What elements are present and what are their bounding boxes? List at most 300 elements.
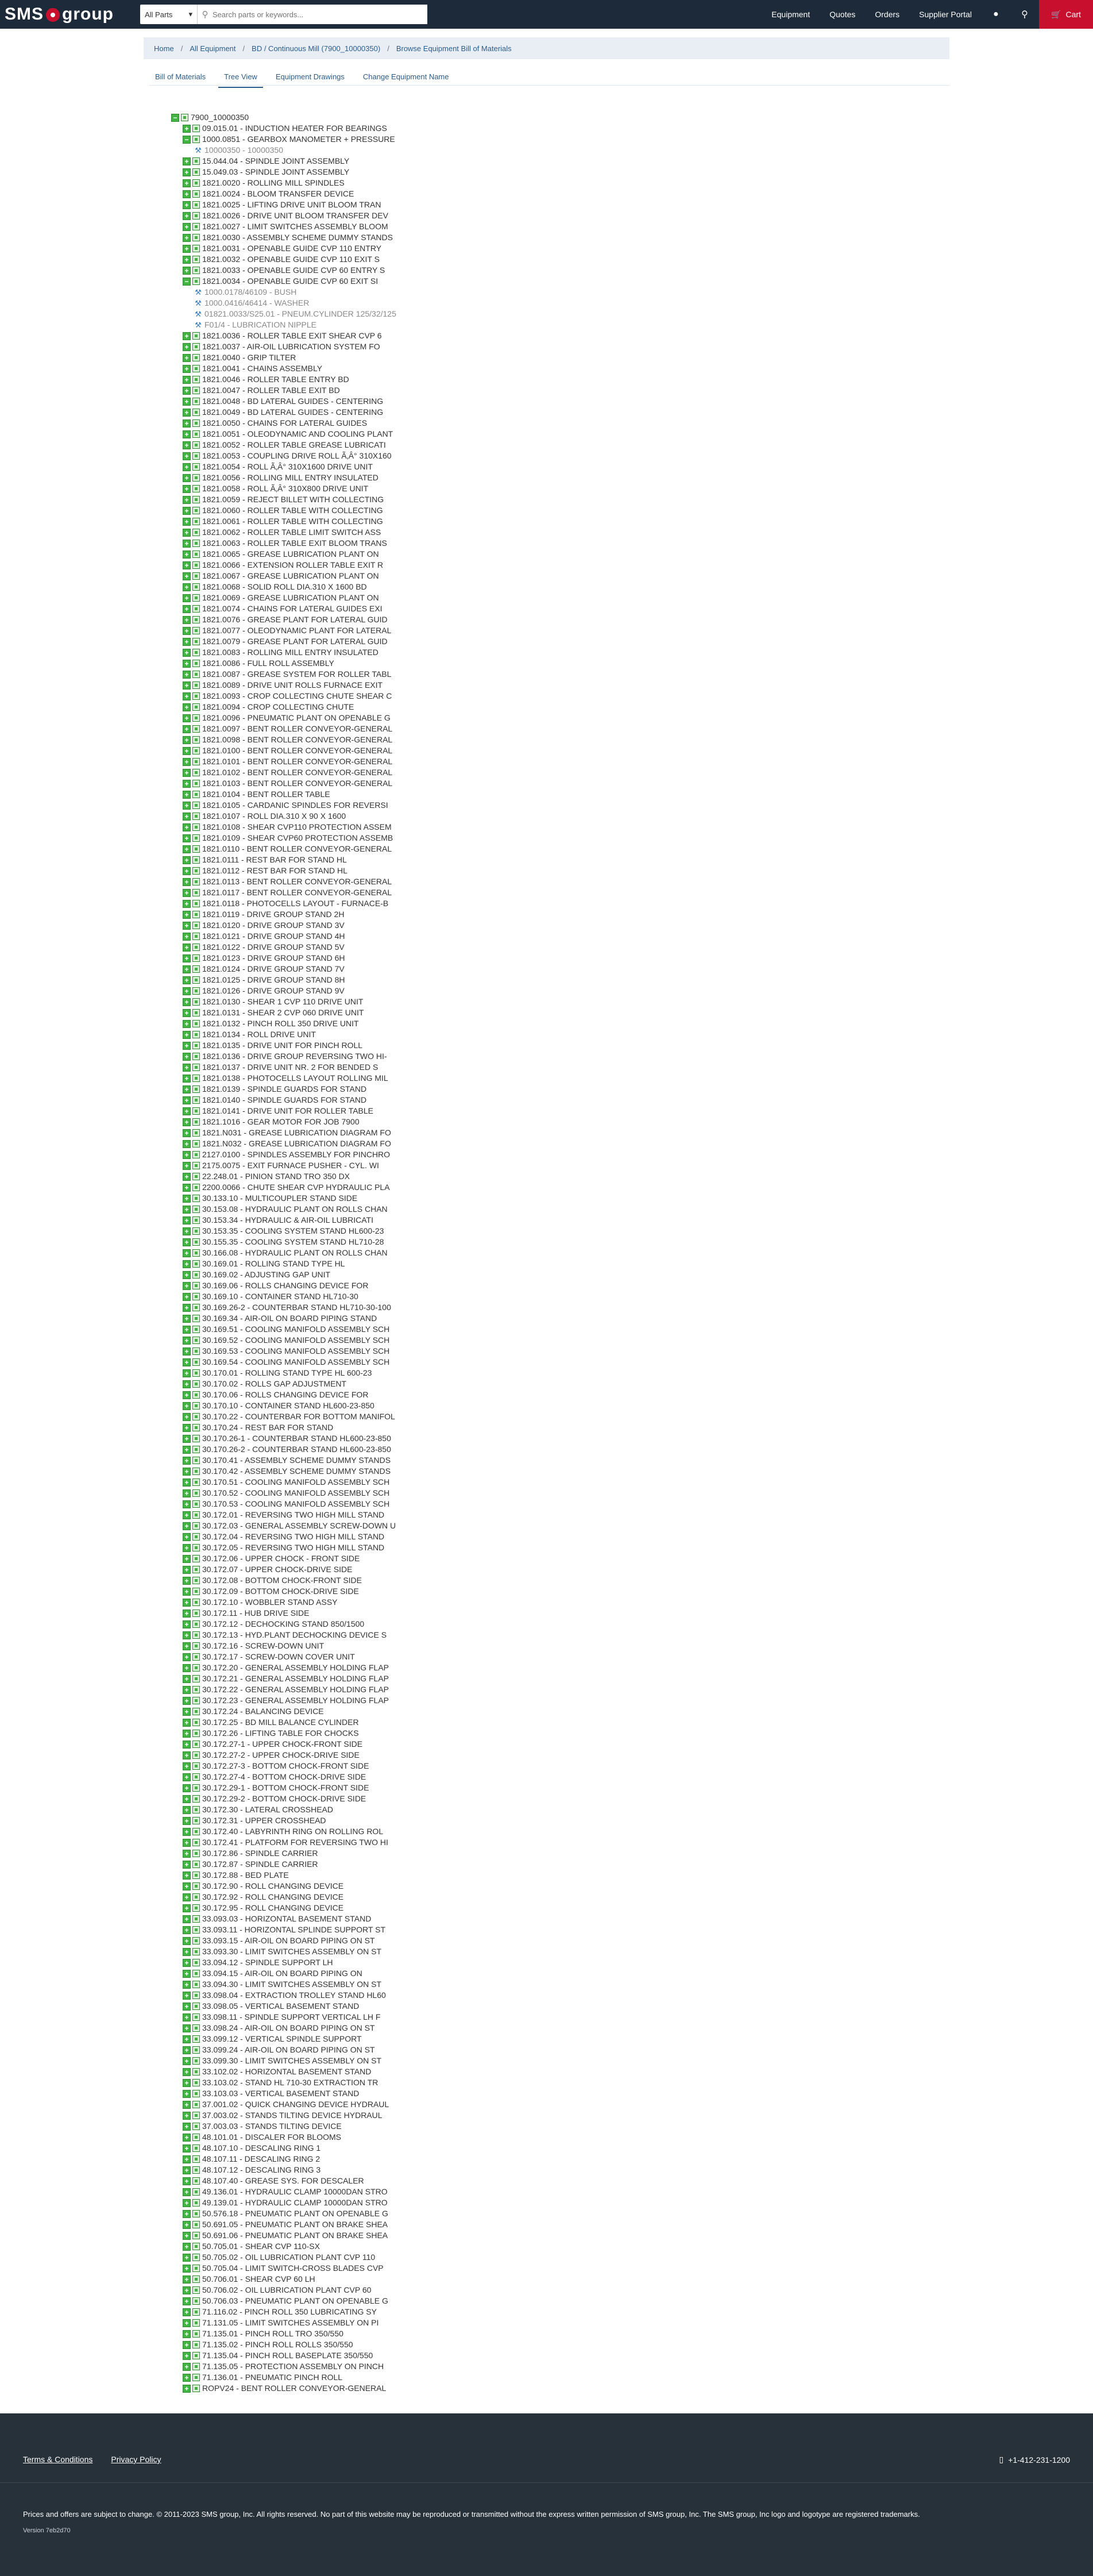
tree-node-label[interactable]: 30.172.20 - GENERAL ASSEMBLY HOLDING FLAP xyxy=(202,1663,389,1672)
expand-icon[interactable]: + xyxy=(183,1904,191,1912)
tree-node[interactable] xyxy=(171,1575,396,1586)
tree-node[interactable] xyxy=(171,745,396,756)
tree-node[interactable] xyxy=(171,2328,396,2339)
tree-node[interactable] xyxy=(171,1597,396,1608)
tree-node[interactable] xyxy=(171,1116,396,1127)
expand-icon[interactable]: + xyxy=(183,474,191,482)
tree-node[interactable] xyxy=(171,669,396,680)
tree-node-label[interactable]: 01821.0033/S25.01 - PNEUM.CYLINDER 125/32/125 xyxy=(204,309,396,318)
tree-node-label[interactable]: 30.169.53 - COOLING MANIFOLD ASSEMBLY SCH xyxy=(202,1346,390,1356)
tree-node[interactable] xyxy=(171,2186,396,2197)
expand-icon[interactable]: + xyxy=(183,1369,191,1377)
expand-icon[interactable]: + xyxy=(183,769,191,777)
tree-node[interactable] xyxy=(171,1488,396,1499)
expand-icon[interactable]: + xyxy=(183,649,191,657)
tree-node-label[interactable]: 50.691.05 - PNEUMATIC PLANT ON BRAKE SHEA xyxy=(202,2220,388,2229)
tree-node[interactable] xyxy=(171,1247,396,1258)
tree-node-label[interactable]: 1821.0107 - ROLL DIA.310 X 90 X 1600 xyxy=(202,811,346,821)
expand-icon[interactable]: + xyxy=(183,911,191,919)
expand-icon[interactable]: + xyxy=(183,1642,191,1650)
expand-icon[interactable]: + xyxy=(183,1522,191,1530)
tree-node-label[interactable]: 1821.0056 - ROLLING MILL ENTRY INSULATED xyxy=(202,473,379,482)
tree-node[interactable] xyxy=(171,702,396,713)
collapse-icon[interactable]: − xyxy=(183,278,191,286)
tree-node-label[interactable]: 1821.0108 - SHEAR CVP110 PROTECTION ASSEM xyxy=(202,822,392,831)
tree-node[interactable] xyxy=(171,1313,396,1324)
tree-node[interactable] xyxy=(171,1346,396,1357)
tree-node-label[interactable]: 33.093.15 - AIR-OIL ON BOARD PIPING ON ST xyxy=(202,1936,375,1945)
expand-icon[interactable]: + xyxy=(183,2024,191,2032)
tree-node[interactable] xyxy=(171,1553,396,1564)
expand-icon[interactable]: + xyxy=(183,485,191,493)
tree-node[interactable] xyxy=(171,778,396,789)
expand-icon[interactable]: + xyxy=(183,1697,191,1705)
tree-node-label[interactable]: 1821.0097 - BENT ROLLER CONVEYOR-GENERAL xyxy=(202,724,393,733)
expand-icon[interactable]: + xyxy=(183,671,191,679)
tree-node-label[interactable]: 30.172.24 - BALANCING DEVICE xyxy=(202,1707,324,1716)
tree-node[interactable] xyxy=(171,1237,396,1247)
tree-node[interactable] xyxy=(171,1149,396,1160)
tree-node[interactable] xyxy=(171,1859,396,1870)
tree-node-label[interactable]: 1821.0050 - CHAINS FOR LATERAL GUIDES xyxy=(202,418,368,428)
tree-node-label[interactable]: 1821.0131 - SHEAR 2 CVP 060 DRIVE UNIT xyxy=(202,1008,364,1017)
expand-icon[interactable]: + xyxy=(183,256,191,264)
tree-node[interactable] xyxy=(171,1684,396,1695)
expand-icon[interactable]: + xyxy=(183,2297,191,2305)
tree-node[interactable] xyxy=(171,1466,396,1477)
tree-node[interactable] xyxy=(171,1193,396,1204)
tree-node[interactable] xyxy=(171,1586,396,1597)
tree-node-label[interactable]: 1821.0094 - CROP COLLECTING CHUTE xyxy=(202,702,354,711)
tree-node[interactable] xyxy=(171,2230,396,2241)
tree-node[interactable] xyxy=(171,1924,396,1935)
expand-icon[interactable]: + xyxy=(183,2330,191,2338)
expand-icon[interactable]: + xyxy=(183,1828,191,1836)
tree-node-label[interactable]: 30.170.52 - COOLING MANIFOLD ASSEMBLY SCH xyxy=(202,1488,390,1497)
tree-node[interactable] xyxy=(171,898,396,909)
expand-icon[interactable]: + xyxy=(183,1981,191,1989)
expand-icon[interactable]: + xyxy=(183,168,191,176)
tree-node[interactable] xyxy=(171,1564,396,1575)
tree-node-label[interactable]: 33.094.12 - SPINDLE SUPPORT LH xyxy=(202,1958,333,1967)
expand-icon[interactable]: + xyxy=(183,157,191,165)
expand-icon[interactable]: + xyxy=(183,758,191,766)
expand-icon[interactable]: + xyxy=(183,223,191,231)
tree-node-label[interactable]: 1821.0037 - AIR-OIL LUBRICATION SYSTEM FO xyxy=(202,342,380,351)
tree-node[interactable] xyxy=(171,1280,396,1291)
tree-node[interactable] xyxy=(171,2263,396,2274)
tree-node-label[interactable]: 30.170.01 - ROLLING STAND TYPE HL 600-23 xyxy=(202,1368,372,1377)
tree-node[interactable] xyxy=(171,920,396,931)
tree-node-label[interactable]: 71.135.01 - PINCH ROLL TRO 350/550 xyxy=(202,2329,343,2338)
expand-icon[interactable]: + xyxy=(183,2079,191,2087)
tree-node[interactable] xyxy=(171,440,396,450)
tree-node-label[interactable]: 1821.0111 - REST BAR FOR STAND HL xyxy=(202,855,347,864)
expand-icon[interactable]: + xyxy=(183,2166,191,2174)
tree-node[interactable] xyxy=(171,1335,396,1346)
expand-icon[interactable]: + xyxy=(183,518,191,526)
tree-node-label[interactable]: 48.101.01 - DISCALER FOR BLOOMS xyxy=(202,2132,341,2142)
expand-icon[interactable]: + xyxy=(183,1096,191,1104)
tree-node-label[interactable]: 1821.0109 - SHEAR CVP60 PROTECTION ASSEMB xyxy=(202,833,393,842)
tree-node-label[interactable]: 71.116.02 - PINCH ROLL 350 LUBRICATING SY xyxy=(202,2307,377,2316)
tree-node[interactable] xyxy=(171,1084,396,1095)
expand-icon[interactable]: + xyxy=(183,387,191,395)
expand-icon[interactable]: + xyxy=(183,2275,191,2284)
tree-node[interactable] xyxy=(171,505,396,516)
expand-icon[interactable]: + xyxy=(183,2210,191,2218)
tree-node-label[interactable]: 1821.0100 - BENT ROLLER CONVEYOR-GENERAL xyxy=(202,746,393,755)
expand-icon[interactable]: + xyxy=(183,201,191,209)
tree-node[interactable] xyxy=(171,931,396,942)
expand-icon[interactable]: + xyxy=(183,2177,191,2185)
expand-icon[interactable]: + xyxy=(183,1118,191,1126)
expand-icon[interactable]: + xyxy=(183,496,191,504)
expand-icon[interactable]: + xyxy=(183,1009,191,1017)
tree-node[interactable] xyxy=(171,123,396,134)
tree-node-label[interactable]: 30.170.02 - ROLLS GAP ADJUSTMENT xyxy=(202,1379,347,1388)
expand-icon[interactable]: + xyxy=(183,1937,191,1945)
tree-node-label[interactable]: 1821.0051 - OLEODYNAMIC AND COOLING PLANT xyxy=(202,429,393,438)
expand-icon[interactable]: + xyxy=(183,1893,191,1901)
tree-node[interactable] xyxy=(171,2252,396,2263)
nav-equipment[interactable]: Equipment xyxy=(771,10,810,19)
tree-node-label[interactable]: 30.172.13 - HYD.PLANT DECHOCKING DEVICE S xyxy=(202,1630,387,1639)
expand-icon[interactable]: + xyxy=(183,1817,191,1825)
expand-icon[interactable]: + xyxy=(183,1861,191,1869)
tree-node-label[interactable]: 30.172.21 - GENERAL ASSEMBLY HOLDING FLAP xyxy=(202,1674,389,1683)
tree-node-label[interactable]: 1821.0089 - DRIVE UNIT ROLLS FURNACE EXIT xyxy=(202,680,383,690)
tree-node-label[interactable]: 30.155.35 - COOLING SYSTEM STAND HL710-28 xyxy=(202,1237,384,1246)
tree-node[interactable] xyxy=(171,1630,396,1641)
tree-node-label[interactable]: 30.172.29-2 - BOTTOM CHOCK-DRIVE SIDE xyxy=(202,1794,366,1803)
tree-node[interactable] xyxy=(171,210,396,221)
expand-icon[interactable]: + xyxy=(183,954,191,962)
expand-icon[interactable]: + xyxy=(183,550,191,559)
expand-icon[interactable]: + xyxy=(183,1391,191,1399)
tree-node[interactable] xyxy=(171,243,396,254)
tree-node[interactable] xyxy=(171,1095,396,1106)
expand-icon[interactable]: + xyxy=(183,1337,191,1345)
expand-icon[interactable]: + xyxy=(183,780,191,788)
tree-node[interactable] xyxy=(171,1892,396,1903)
tree-node-label[interactable]: 30.170.10 - CONTAINER STAND HL600-23-850 xyxy=(202,1401,374,1410)
expand-icon[interactable]: + xyxy=(183,1719,191,1727)
tree-node[interactable] xyxy=(171,614,396,625)
expand-icon[interactable]: + xyxy=(183,2057,191,2065)
expand-icon[interactable]: + xyxy=(183,1882,191,1890)
expand-icon[interactable]: + xyxy=(183,1326,191,1334)
expand-icon[interactable]: + xyxy=(183,1653,191,1661)
tree-leaf-item[interactable] xyxy=(171,287,396,298)
expand-icon[interactable]: + xyxy=(183,2035,191,2043)
tree-node-label[interactable]: 1821.0047 - ROLLER TABLE EXIT BD xyxy=(202,386,340,395)
tree-node-label[interactable]: 1821.0052 - ROLLER TABLE GREASE LUBRICATI xyxy=(202,440,386,449)
expand-icon[interactable]: + xyxy=(183,2046,191,2054)
tree-node-label[interactable]: 30.169.06 - ROLLS CHANGING DEVICE FOR xyxy=(202,1281,369,1290)
expand-icon[interactable]: + xyxy=(183,1140,191,1148)
tree-node-label[interactable]: 49.139.01 - HYDRAULIC CLAMP 10000DAN STRO xyxy=(202,2198,388,2207)
expand-icon[interactable]: + xyxy=(183,507,191,515)
tree-node[interactable] xyxy=(171,1433,396,1444)
tree-node-label[interactable]: 50.706.01 - SHEAR CVP 60 LH xyxy=(202,2274,315,2284)
expand-icon[interactable]: + xyxy=(183,1064,191,1072)
expand-icon[interactable]: + xyxy=(183,1970,191,1978)
expand-icon[interactable]: + xyxy=(183,1795,191,1803)
tree-node[interactable] xyxy=(171,396,396,407)
tree-node[interactable] xyxy=(171,494,396,505)
tree-node-label[interactable]: 1821.0120 - DRIVE GROUP STAND 3V xyxy=(202,921,345,930)
expand-icon[interactable]: + xyxy=(183,725,191,733)
tree-node[interactable] xyxy=(171,1368,396,1379)
expand-icon[interactable]: + xyxy=(183,2352,191,2360)
tree-node[interactable] xyxy=(171,330,396,341)
tree-node[interactable] xyxy=(171,691,396,702)
tree-node-label[interactable]: F01/4 - LUBRICATION NIPPLE xyxy=(204,320,317,329)
expand-icon[interactable]: + xyxy=(183,343,191,351)
expand-icon[interactable]: + xyxy=(183,2243,191,2251)
tree-node-label[interactable]: ROPV24 - BENT ROLLER CONVEYOR-GENERAL xyxy=(202,2384,387,2393)
tree-node[interactable] xyxy=(171,887,396,898)
tree-node[interactable] xyxy=(171,450,396,461)
expand-icon[interactable]: + xyxy=(183,1173,191,1181)
tree-node-label[interactable]: 10000350 - 10000350 xyxy=(204,145,284,155)
expand-icon[interactable]: + xyxy=(183,1730,191,1738)
tree-node[interactable] xyxy=(171,2143,396,2154)
tree-node[interactable] xyxy=(171,1477,396,1488)
tree-node-label[interactable]: 15.049.03 - SPINDLE JOINT ASSEMBLY xyxy=(202,167,350,176)
expand-icon[interactable]: + xyxy=(183,1162,191,1170)
tree-node[interactable] xyxy=(171,713,396,723)
expand-icon[interactable]: + xyxy=(183,1948,191,1956)
expand-icon[interactable]: + xyxy=(183,212,191,220)
expand-icon[interactable]: + xyxy=(183,1872,191,1880)
expand-icon[interactable]: + xyxy=(183,2286,191,2294)
tree-node-label[interactable]: 1821.0137 - DRIVE UNIT NR. 2 FOR BENDED S xyxy=(202,1062,379,1072)
tree-node[interactable] xyxy=(171,2044,396,2055)
expand-icon[interactable]: + xyxy=(183,1085,191,1093)
tree-node[interactable] xyxy=(171,1258,396,1269)
expand-icon[interactable]: + xyxy=(183,179,191,187)
expand-icon[interactable]: + xyxy=(183,703,191,711)
tree-node[interactable] xyxy=(171,265,396,276)
tree-node-label[interactable]: 1821.0024 - BLOOM TRANSFER DEVICE xyxy=(202,189,354,198)
tree-node[interactable] xyxy=(171,527,396,538)
expand-icon[interactable]: + xyxy=(183,1446,191,1454)
tree-node[interactable] xyxy=(171,658,396,669)
tree-node-label[interactable]: 1821.0122 - DRIVE GROUP STAND 5V xyxy=(202,942,345,952)
tree-node[interactable] xyxy=(171,876,396,887)
tab-equipment-drawings[interactable]: Equipment Drawings xyxy=(275,72,345,81)
tree-node[interactable] xyxy=(171,429,396,440)
tree-node-label[interactable]: 30.153.34 - HYDRAULIC & AIR-OIL LUBRICATI xyxy=(202,1215,373,1225)
tree-node[interactable] xyxy=(171,1291,396,1302)
tree-node[interactable] xyxy=(171,964,396,975)
expand-icon[interactable]: + xyxy=(183,1478,191,1487)
expand-icon[interactable]: + xyxy=(183,1031,191,1039)
tree-node[interactable] xyxy=(171,734,396,745)
tree-node-label[interactable]: 30.172.26 - LIFTING TABLE FOR CHOCKS xyxy=(202,1728,359,1738)
user-icon[interactable]: ● xyxy=(993,9,999,19)
expand-icon[interactable]: + xyxy=(183,430,191,438)
tree-node[interactable] xyxy=(171,2154,396,2165)
expand-icon[interactable]: + xyxy=(183,2112,191,2120)
expand-icon[interactable]: + xyxy=(183,1839,191,1847)
expand-icon[interactable]: + xyxy=(183,834,191,842)
expand-icon[interactable]: + xyxy=(183,1489,191,1497)
expand-icon[interactable]: + xyxy=(183,2308,191,2316)
tree-node[interactable] xyxy=(171,1062,396,1073)
tree-node-label[interactable]: 1821.0060 - ROLLER TABLE WITH COLLECTING xyxy=(202,506,383,515)
breadcrumb-home[interactable]: Home xyxy=(154,44,174,53)
expand-icon[interactable]: + xyxy=(183,1358,191,1366)
tree-node-label[interactable]: 1821.0066 - EXTENSION ROLLER TABLE EXIT R xyxy=(202,560,384,569)
tree-node[interactable] xyxy=(171,1728,396,1739)
expand-icon[interactable]: + xyxy=(183,332,191,340)
tree-node[interactable] xyxy=(171,2219,396,2230)
tree-node[interactable] xyxy=(171,112,396,123)
tree-node-label[interactable]: 33.098.11 - SPINDLE SUPPORT VERTICAL LH F xyxy=(202,2012,381,2021)
expand-icon[interactable]: + xyxy=(183,1926,191,1934)
tree-node[interactable] xyxy=(171,1979,396,1990)
tree-node[interactable] xyxy=(171,1848,396,1859)
expand-icon[interactable]: + xyxy=(183,976,191,984)
tree-node-label[interactable]: 30.172.29-1 - BOTTOM CHOCK-FRONT SIDE xyxy=(202,1783,369,1792)
tree-node-label[interactable]: 30.172.04 - REVERSING TWO HIGH MILL STAND xyxy=(202,1532,385,1541)
expand-icon[interactable]: + xyxy=(183,813,191,821)
expand-icon[interactable]: + xyxy=(183,2090,191,2098)
tree-node-label[interactable]: 1000.0178/46109 - BUSH xyxy=(204,287,297,297)
expand-icon[interactable]: + xyxy=(183,561,191,569)
tree-node-label[interactable]: 1821.0067 - GREASE LUBRICATION PLANT ON xyxy=(202,571,379,580)
tree-leaf-item[interactable] xyxy=(171,145,396,156)
tree-node-label[interactable]: 1821.N032 - GREASE LUBRICATION DIAGRAM FO xyxy=(202,1139,391,1148)
tree-node[interactable] xyxy=(171,341,396,352)
expand-icon[interactable]: + xyxy=(183,692,191,700)
tree-node[interactable] xyxy=(171,800,396,811)
expand-icon[interactable]: + xyxy=(183,2341,191,2349)
tree-node[interactable] xyxy=(171,407,396,418)
tree-node-label[interactable]: 50.706.02 - OIL LUBRICATION PLANT CVP 60 xyxy=(202,2285,372,2294)
tree-node[interactable] xyxy=(171,1782,396,1793)
tree-node-label[interactable]: 30.172.27-4 - BOTTOM CHOCK-DRIVE SIDE xyxy=(202,1772,366,1781)
tree-node[interactable] xyxy=(171,909,396,920)
tree-node-label[interactable]: 1821.0031 - OPENABLE GUIDE CVP 110 ENTRY xyxy=(202,244,382,253)
tree-node-label[interactable]: 1821.0036 - ROLLER TABLE EXIT SHEAR CVP 6 xyxy=(202,331,382,340)
tree-node-label[interactable]: 30.172.27-1 - UPPER CHOCK-FRONT SIDE xyxy=(202,1739,363,1749)
expand-icon[interactable]: + xyxy=(183,2155,191,2163)
expand-icon[interactable]: + xyxy=(183,1533,191,1541)
tree-node-label[interactable]: 71.136.01 - PNEUMATIC PINCH ROLL xyxy=(202,2373,343,2382)
tree-node[interactable] xyxy=(171,1029,396,1040)
tree-node[interactable] xyxy=(171,1379,396,1389)
expand-icon[interactable]: + xyxy=(183,627,191,635)
tree-node[interactable] xyxy=(171,1815,396,1826)
tree-node[interactable] xyxy=(171,1215,396,1226)
tree-node[interactable] xyxy=(171,1837,396,1848)
expand-icon[interactable]: + xyxy=(183,1762,191,1770)
expand-icon[interactable]: + xyxy=(183,1686,191,1694)
tree-node[interactable] xyxy=(171,582,396,592)
tree-node-label[interactable]: 1821.0054 - ROLL Ã‚Â° 310X1600 DRIVE UNIT xyxy=(202,462,373,471)
tree-node-label[interactable]: 50.706.03 - PNEUMATIC PLANT ON OPENABLE G xyxy=(202,2296,388,2305)
expand-icon[interactable]: + xyxy=(183,1020,191,1028)
tree-node-label[interactable]: 30.172.22 - GENERAL ASSEMBLY HOLDING FLAP xyxy=(202,1685,389,1694)
expand-icon[interactable]: + xyxy=(183,1380,191,1388)
tree-node-label[interactable]: 1821.0058 - ROLL Ã‚Â° 310X800 DRIVE UNIT xyxy=(202,484,369,493)
tree-node[interactable] xyxy=(171,276,396,287)
tree-node[interactable] xyxy=(171,1957,396,1968)
expand-icon[interactable]: + xyxy=(183,900,191,908)
expand-icon[interactable]: + xyxy=(183,529,191,537)
tree-node[interactable] xyxy=(171,1106,396,1116)
tree-node-label[interactable]: 33.102.02 - HORIZONTAL BASEMENT STAND xyxy=(202,2067,372,2076)
breadcrumb-all-equipment[interactable]: All Equipment xyxy=(190,44,236,53)
tree-node[interactable] xyxy=(171,592,396,603)
tree-node[interactable] xyxy=(171,549,396,560)
tree-node-label[interactable]: 30.172.88 - BED PLATE xyxy=(202,1870,289,1880)
expand-icon[interactable]: + xyxy=(183,572,191,580)
tree-node[interactable] xyxy=(171,844,396,854)
expand-icon[interactable]: + xyxy=(183,2221,191,2229)
tree-node-label[interactable]: 1821.0096 - PNEUMATIC PLANT ON OPENABLE G xyxy=(202,713,391,722)
tree-node-label[interactable]: 1821.0083 - ROLLING MILL ENTRY INSULATED xyxy=(202,648,379,657)
expand-icon[interactable]: + xyxy=(183,1566,191,1574)
tree-node[interactable] xyxy=(171,418,396,429)
expand-icon[interactable]: + xyxy=(183,867,191,875)
tree-leaf-item[interactable] xyxy=(171,319,396,330)
tree-node-label[interactable]: 30.172.95 - ROLL CHANGING DEVICE xyxy=(202,1903,344,1912)
tree-node[interactable] xyxy=(171,1127,396,1138)
tree-node-label[interactable]: 50.705.02 - OIL LUBRICATION PLANT CVP 110 xyxy=(202,2252,376,2262)
expand-icon[interactable]: + xyxy=(183,1588,191,1596)
tree-node-label[interactable]: 33.094.15 - AIR-OIL ON BOARD PIPING ON xyxy=(202,1969,362,1978)
tree-node[interactable] xyxy=(171,1641,396,1651)
tree-node-label[interactable]: 1821.0124 - DRIVE GROUP STAND 7V xyxy=(202,964,345,973)
tree-node-label[interactable]: 30.170.53 - COOLING MANIFOLD ASSEMBLY SCH xyxy=(202,1499,390,1508)
expand-icon[interactable]: + xyxy=(183,1577,191,1585)
tree-node-label[interactable]: 71.135.05 - PROTECTION ASSEMBLY ON PINCH xyxy=(202,2362,384,2371)
tree-node-label[interactable]: 30.172.11 - HUB DRIVE SIDE xyxy=(202,1608,310,1618)
tree-node-label[interactable]: 33.103.03 - VERTICAL BASEMENT STAND xyxy=(202,2089,360,2098)
tree-node[interactable] xyxy=(171,1542,396,1553)
tree-node[interactable] xyxy=(171,188,396,199)
tree-node-label[interactable]: 1821.0130 - SHEAR 1 CVP 110 DRIVE UNIT xyxy=(202,997,364,1006)
tree-node[interactable] xyxy=(171,1804,396,1815)
tree-node-label[interactable]: 30.172.86 - SPINDLE CARRIER xyxy=(202,1849,318,1858)
tree-node-label[interactable]: 1821.0134 - ROLL DRIVE UNIT xyxy=(202,1030,316,1039)
tree-node-label[interactable]: 1821.0103 - BENT ROLLER CONVEYOR-GENERAL xyxy=(202,779,393,788)
tree-node-label[interactable]: 30.169.52 - COOLING MANIFOLD ASSEMBLY SCH xyxy=(202,1335,390,1345)
tree-node-label[interactable]: 1821.0110 - BENT ROLLER CONVEYOR-GENERAL xyxy=(202,844,392,853)
tree-node-label[interactable]: 30.172.25 - BD MILL BALANCE CYLINDER xyxy=(202,1718,359,1727)
expand-icon[interactable]: + xyxy=(183,1206,191,1214)
tree-leaf-item[interactable] xyxy=(171,309,396,319)
tree-node[interactable] xyxy=(171,953,396,964)
expand-icon[interactable]: + xyxy=(183,365,191,373)
tree-node[interactable] xyxy=(171,975,396,985)
expand-icon[interactable]: + xyxy=(183,1555,191,1563)
tree-node-label[interactable]: 33.093.11 - HORIZONTAL SPLINDE SUPPORT ST xyxy=(202,1925,385,1934)
tree-node-label[interactable]: 71.135.02 - PINCH ROLL ROLLS 350/550 xyxy=(202,2340,353,2349)
expand-icon[interactable]: + xyxy=(183,2134,191,2142)
tree-node-label[interactable]: 33.098.05 - VERTICAL BASEMENT STAND xyxy=(202,2001,360,2011)
tree-node[interactable] xyxy=(171,854,396,865)
tree-node-label[interactable]: 30.172.08 - BOTTOM CHOCK-FRONT SIDE xyxy=(202,1576,362,1585)
tree-leaf-item[interactable] xyxy=(171,298,396,309)
tree-node-label[interactable]: 50.691.06 - PNEUMATIC PLANT ON BRAKE SHEA xyxy=(202,2231,388,2240)
tree-node[interactable] xyxy=(171,647,396,658)
